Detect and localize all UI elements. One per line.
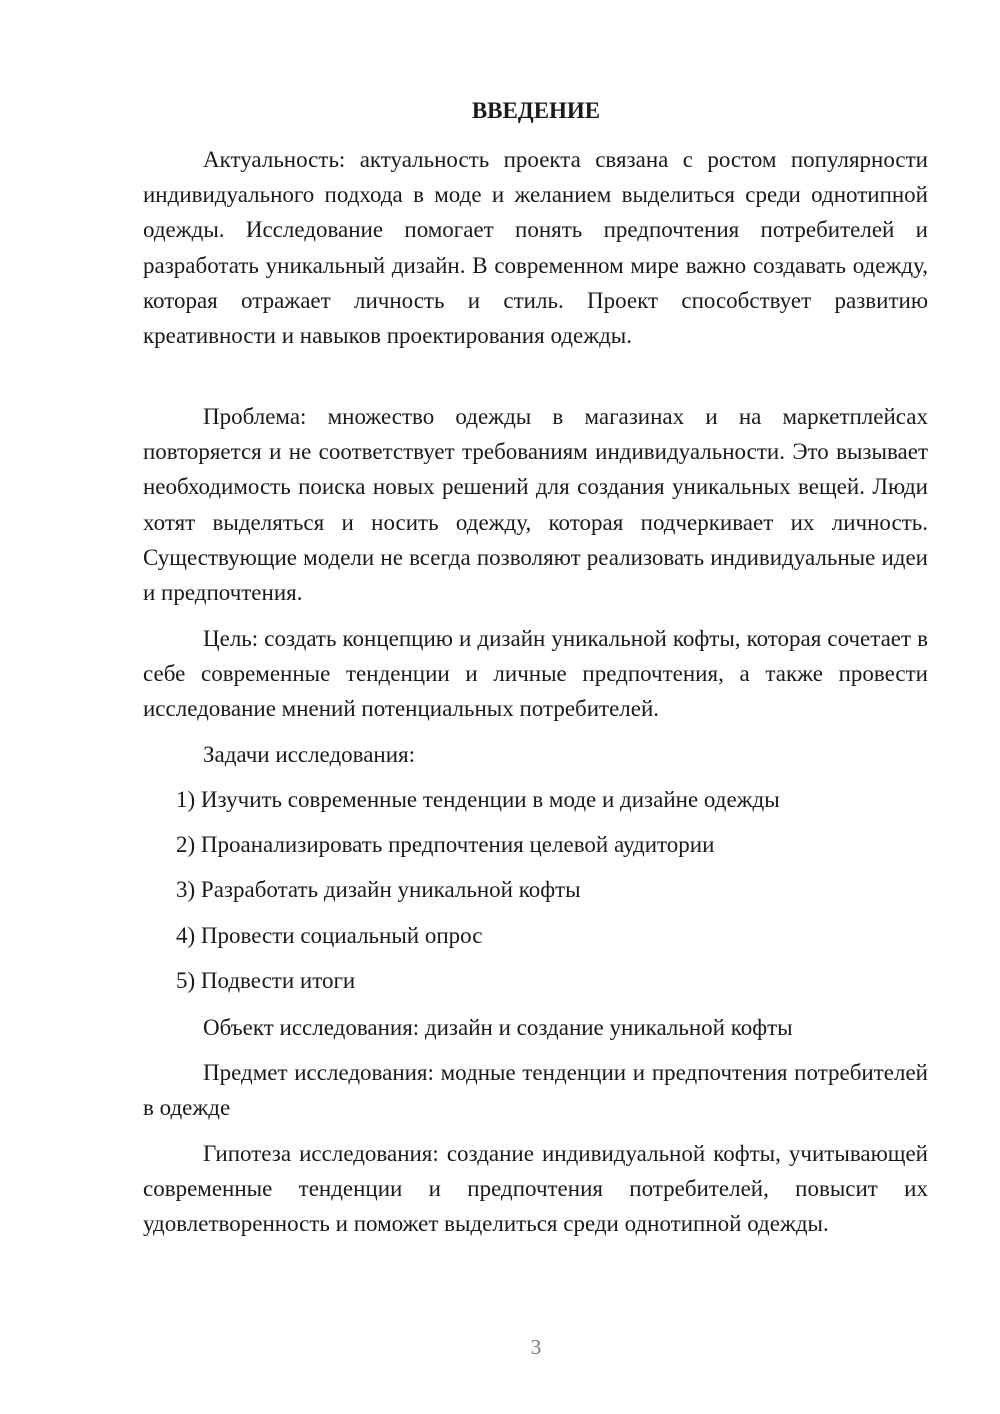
task-item: 1) Изучить современные тенденции в моде и дизайне одежды	[176, 787, 780, 812]
hypothesis-paragraph: Гипотеза исследования: создание индивидуальной кофты, учитывающей современные тенденции и предпочтения потребителей, повысит их удовлетворенность и поможет выделиться среди однотипной одежды.	[143, 1141, 928, 1237]
task-item: 4) Провести социальный опрос	[176, 923, 483, 948]
task-item: 5) Подвести итоги	[176, 968, 356, 993]
tasks-title: Задачи исследования:	[203, 742, 416, 767]
page-title: ВВЕДЕНИЕ	[471, 98, 601, 123]
page-number: 3	[530, 1335, 542, 1359]
relevance-paragraph: Актуальность: актуальность проекта связана с ростом популярности индивидуального подхода в моде и желанием выделиться среди однотипной одежды. Исследование помогает понять предпочтения потребителей и разработать уникальный дизайн. В современном мире важно создавать одежду, которая отражает личность и стиль. Проект способствует развитию креативности и навыков проектирования одежды.	[143, 147, 928, 349]
subject-paragraph: Предмет исследования: модные тенденции и предпочтения потребителей в одежде	[143, 1060, 928, 1121]
task-item: 3) Разработать дизайн уникальной кофты	[176, 877, 581, 902]
goal-paragraph: Цель: создать концепцию и дизайн уникальной кофты, которая сочетает в себе современные тенденции и личные предпочтения, а также провести исследование мнений потенциальных потребителей.	[143, 626, 928, 722]
task-item: 2) Проанализировать предпочтения целевой аудитории	[176, 832, 715, 857]
problem-paragraph: Проблема: множество одежды в магазинах и на маркетплейсах повторяется и не соответствует требованиям индивидуальности. Это вызывает необходимость поиска новых решений для создания уникальных вещей. Люди хотят выделяться и носить одежду, которая подчеркивает их личность. Существующие модели не всегда позволяют реализовать индивидуальные идеи и предпочтения.	[143, 404, 928, 606]
object-paragraph: Объект исследования: дизайн и создание уникальной кофты	[203, 1015, 793, 1040]
